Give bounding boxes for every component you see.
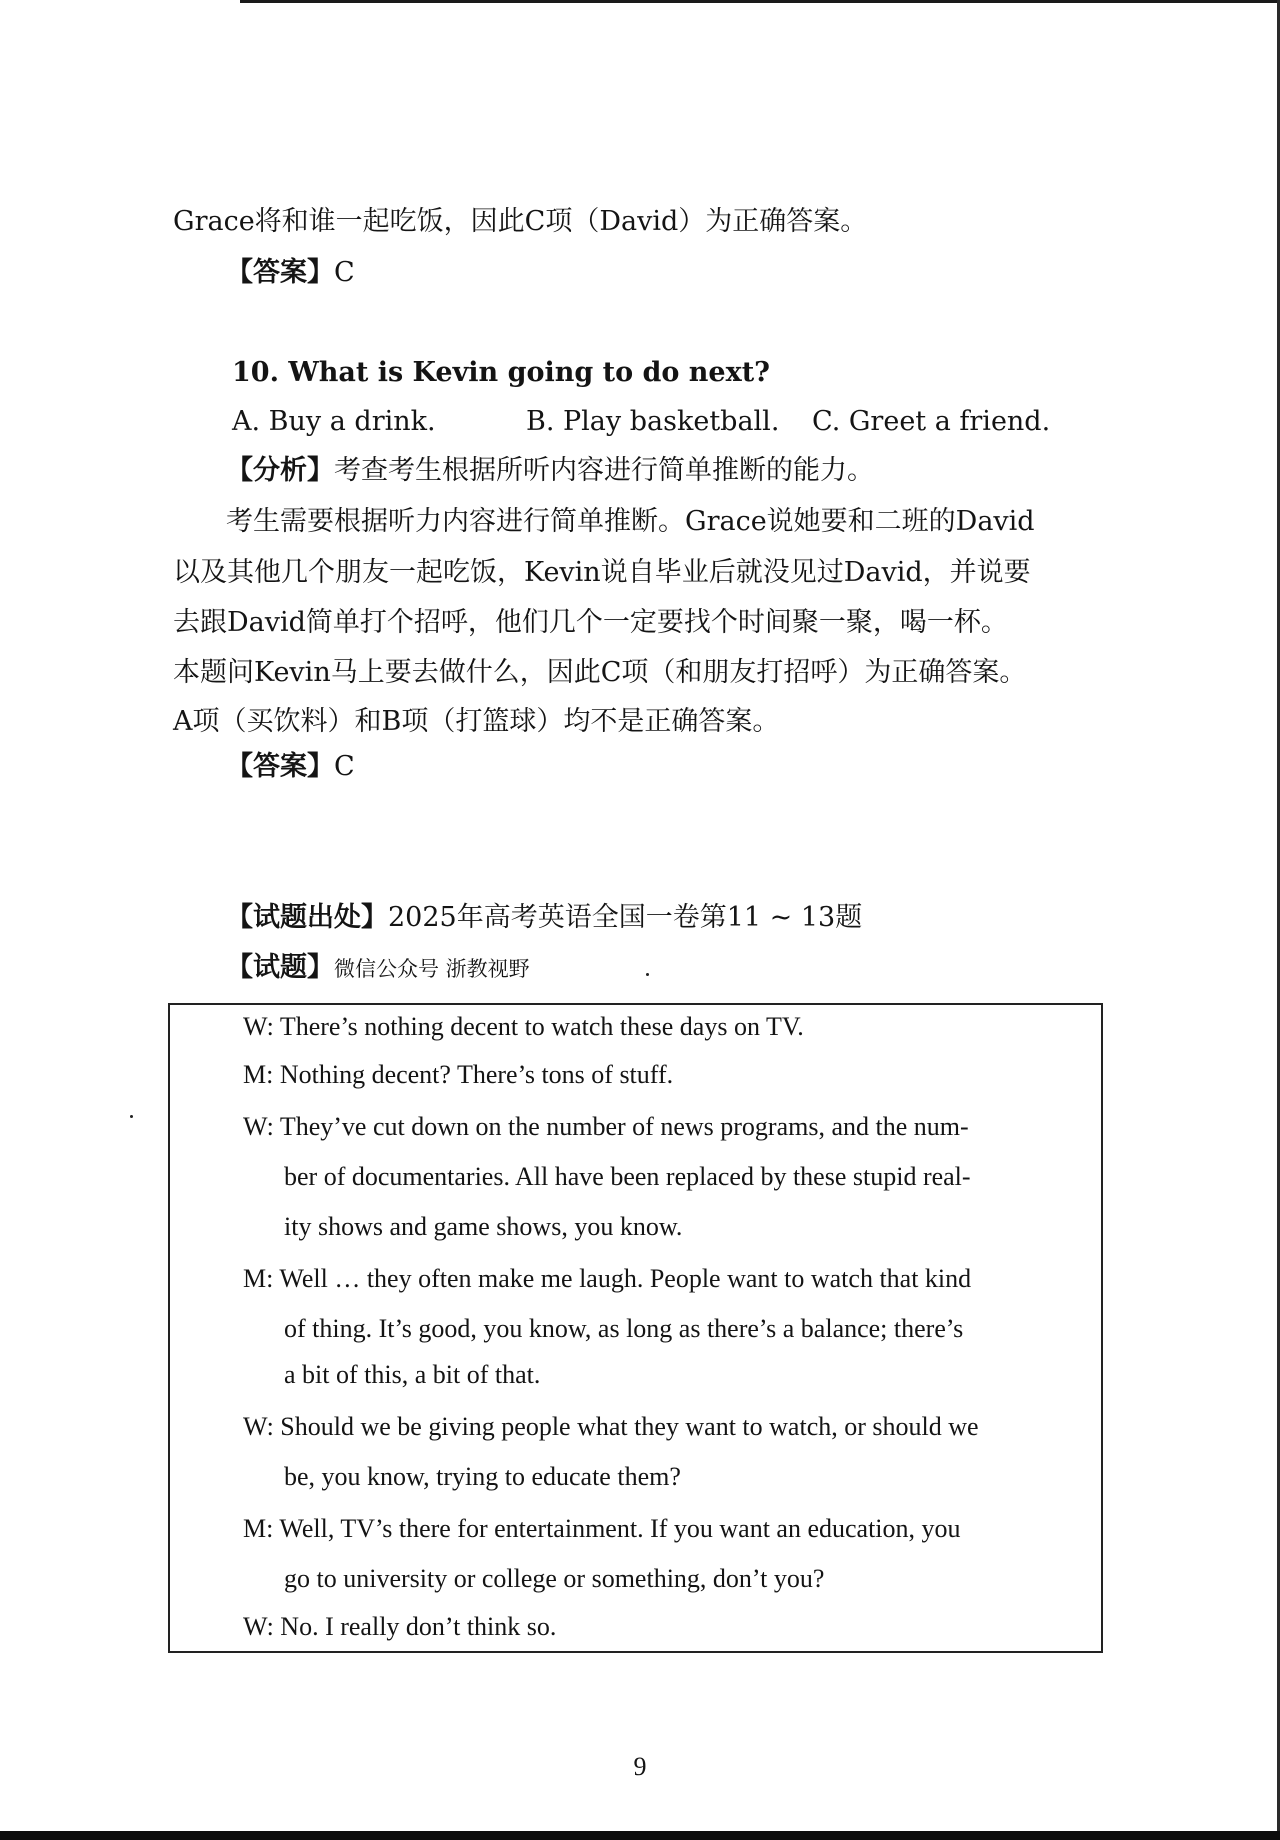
dialogue-line: M: Nothing decent? There’s tons of stuff. xyxy=(243,1060,674,1089)
question-label: 【试题】 xyxy=(226,952,334,983)
analysis-text: 考查考生根据所听内容进行简单推断的能力。 xyxy=(334,455,874,486)
q9-answer xyxy=(226,255,355,291)
dialogue-line: M: Well, TV’s there for entertainment. If you want an education, you xyxy=(243,1514,961,1543)
scan-edge-top xyxy=(240,0,1280,3)
q10-option-c: C. Greet a friend. xyxy=(812,406,1051,437)
dialogue-line: ity shows and game shows, you know. xyxy=(284,1212,683,1241)
q10-explanation-line: 本题问Kevin马上要去做什么，因此C项（和朋友打招呼）为正确答案。 xyxy=(173,657,1027,688)
q10-option-b: B. Play basketball. xyxy=(526,406,780,437)
answer-value: C xyxy=(334,751,355,782)
dialogue-line: go to university or college or something, don’t you? xyxy=(284,1564,825,1593)
q10-option-a: A. Buy a drink. xyxy=(232,406,436,437)
dialogue-line: W: There’s nothing decent to watch these days on TV. xyxy=(243,1012,804,1041)
watermark-note: 微信公众号 浙教视野 xyxy=(334,957,530,981)
q10-analysis xyxy=(226,453,874,489)
dialogue-line: W: No. I really don’t think so. xyxy=(243,1612,557,1641)
source-line xyxy=(226,900,862,936)
dialogue-line: of thing. It’s good, you know, as long as there’s a balance; there’s xyxy=(284,1314,964,1343)
scan-speck xyxy=(130,1115,133,1118)
answer-label: 【答案】 xyxy=(226,257,334,288)
answer-value: C xyxy=(334,257,355,288)
question-header xyxy=(226,950,530,987)
dialogue-line: W: They’ve cut down on the number of news programs, and the num- xyxy=(243,1112,969,1141)
q10-explanation-line: 去跟David简单打个招呼，他们几个一定要找个时间聚一聚，喝一杯。 xyxy=(173,607,1008,638)
q10-explanation-line: 考生需要根据听力内容进行简单推断。Grace说她要和二班的David xyxy=(226,506,1035,537)
answer-label: 【答案】 xyxy=(226,751,334,782)
source-text: 2025年高考英语全国一卷第11 ~ 13题 xyxy=(388,902,863,933)
q10-title: 10. What is Kevin going to do next? xyxy=(232,357,770,388)
dialogue-line: be, you know, trying to educate them? xyxy=(284,1462,681,1491)
q9-conclusion: Grace将和谁一起吃饭，因此C项（David）为正确答案。 xyxy=(173,206,868,237)
scan-edge-bottom xyxy=(0,1831,1280,1840)
dialogue-line: W: Should we be giving people what they want to watch, or should we xyxy=(243,1412,979,1441)
q10-explanation-line: A项（买饮料）和B项（打篮球）均不是正确答案。 xyxy=(173,706,780,737)
page-number: 9 xyxy=(633,1752,647,1781)
source-label: 【试题出处】 xyxy=(226,902,388,933)
scan-speck xyxy=(646,973,649,976)
q10-answer xyxy=(226,749,355,785)
dialogue-line: M: Well … they often make me laugh. People want to watch that kind xyxy=(243,1264,972,1293)
q10-explanation-line: 以及其他几个朋友一起吃饭，Kevin说自毕业后就没见过David，并说要 xyxy=(173,557,1031,588)
dialogue-line: a bit of this, a bit of that. xyxy=(284,1360,541,1389)
analysis-label: 【分析】 xyxy=(226,455,334,486)
dialogue-line: ber of documentaries. All have been replaced by these stupid real- xyxy=(284,1162,971,1191)
